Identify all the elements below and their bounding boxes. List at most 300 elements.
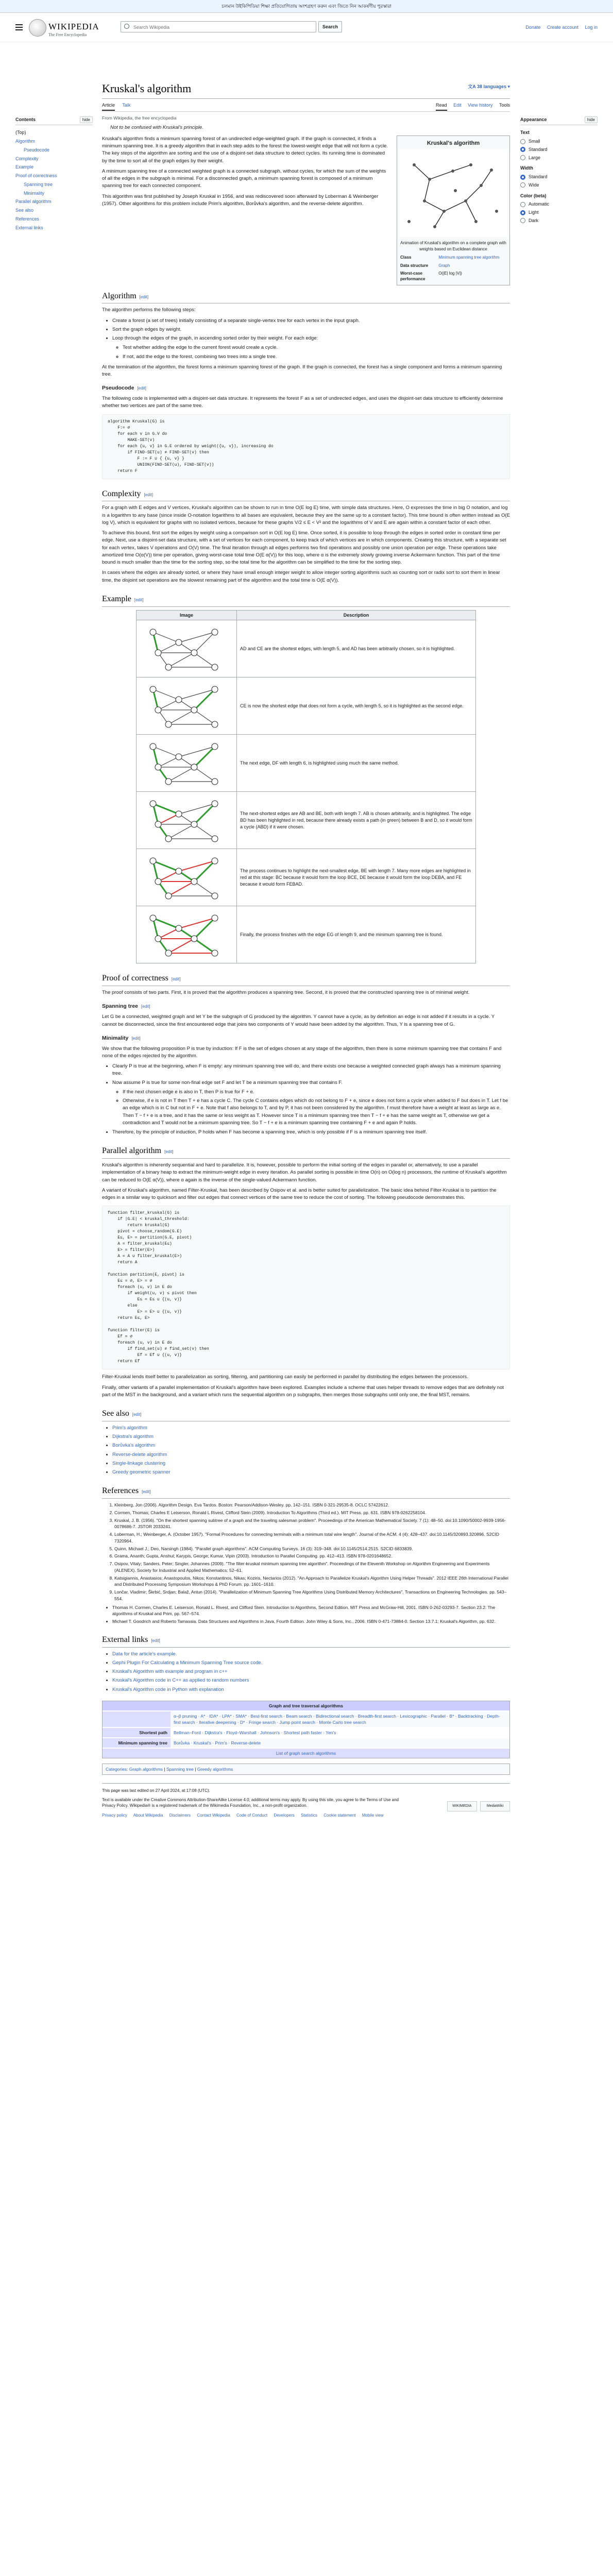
graph-node (150, 743, 156, 750)
footer-link[interactable]: Mobile view (362, 1813, 384, 1818)
graph-node (155, 878, 161, 885)
edit-label: edit (152, 1638, 159, 1643)
tab-view-history[interactable]: View history (468, 103, 493, 108)
graph-edge (153, 804, 179, 814)
list-item: ◦ If not, add the edge to the forest, combining two trees into a single tree. (123, 353, 510, 361)
see-also-link[interactable]: Reverse-delete algorithm (112, 1451, 167, 1458)
toc-item[interactable]: Algorithm (15, 139, 36, 144)
table-row (137, 792, 476, 849)
radio-checked-icon (520, 175, 525, 180)
toc-item[interactable]: Minimality (24, 190, 45, 196)
paragraph: We show that the following proposition P is true by induction: If F is the set of edges chosen at any stage of the algorithm, then there is some minimum spanning tree that contains F and none of the edges rejected by the algorithm. (102, 1045, 502, 1059)
footer-link[interactable]: About Wikipedia (133, 1813, 163, 1818)
footer-link[interactable]: Disclaimers (169, 1813, 191, 1818)
log-in-link[interactable]: Log in (585, 25, 598, 30)
navbox-row (103, 1727, 509, 1738)
radio-checked-icon (520, 210, 525, 215)
infobox-caption: Animation of Kruskal's algorithm on a complete graph with weights based on Euclidean distance (400, 241, 506, 251)
category-links: Categories: Graph algorithms | Spanning tree | Greedy algorithms (102, 1764, 510, 1775)
subsection-heading-minimality (102, 1035, 510, 1042)
infobox-key: Data structure (400, 263, 429, 268)
category-link[interactable]: Greedy algorithms (197, 1767, 233, 1772)
graph-edge (158, 757, 179, 767)
wikimedia-badge[interactable]: WIKIMEDIA (447, 1801, 477, 1811)
algorithm-intro: The algorithm performs the following steps: (102, 307, 196, 313)
width-standard[interactable] (520, 174, 598, 180)
graph-node (150, 915, 156, 921)
wordmark-text: WIKIPEDIA (48, 22, 99, 31)
see-also-link[interactable]: Prim's algorithm (112, 1425, 147, 1431)
footer-link[interactable]: Developers (274, 1813, 295, 1818)
heading-text: See also (102, 1409, 129, 1418)
table-cell: The next-shortest edges are AB and BE, both with length 7. AB is chosen arbitrarily, and is highlighted. The edge BD has been highlighted in red, because there already exists a path (in green) between B and D, so it would form a cycle (ABD) if it were chosen. (237, 792, 476, 849)
edit-section-link[interactable]: [edit] (141, 1004, 150, 1009)
text-size-standard[interactable] (520, 146, 598, 153)
list-item (112, 1677, 510, 1684)
page-footer (102, 1783, 510, 1818)
radio-icon (520, 155, 525, 160)
graph-node (212, 743, 218, 750)
list-item (112, 1460, 510, 1467)
graph-node (155, 707, 161, 713)
external-link[interactable]: Data for the article's example. (112, 1651, 177, 1657)
table-row (137, 620, 476, 677)
section-heading-external-links (102, 1634, 510, 1648)
footer-links (102, 1812, 510, 1818)
toc-item[interactable]: Complexity (15, 156, 39, 161)
edit-section-link[interactable]: [edit] (132, 1412, 142, 1417)
graph-node (191, 707, 197, 713)
external-link[interactable]: Kruskal's Algorithm code in C++ as applied to random numbers (112, 1677, 249, 1684)
graph-node (212, 893, 218, 899)
graph-edge (153, 918, 179, 928)
external-link[interactable]: Kruskal's Algorithm code in Python with explanation (112, 1686, 224, 1692)
create-account-link[interactable]: Create account (547, 25, 578, 30)
graph-node (165, 893, 172, 899)
see-also-list (112, 1425, 510, 1477)
user-links (520, 24, 598, 31)
graph-node (212, 629, 218, 635)
graph-node (212, 721, 218, 727)
list-item: ◦ Otherwise, if e is not in T then T + e has a cycle C. The cycle C contains edges which do not belong to F + e, since e does not form a cycle when added to F but does in T. Let f be an edge which is in C but not in F + e. Note that f also belongs to T, and by P, it has not been considered by the algorithm. f must therefore have a weight at least as large as e. Then T − f + e is a tree, and it has the same or less weight as T. However since T is a minimum spanning tree then T − f + e has the same weight as T, otherwise we get a contradiction and T would not be a minimum spanning tree. So T − f + e is a minimum spanning tree containing F + e and again P holds. (123, 1097, 510, 1127)
algorithm-steps (112, 317, 510, 361)
example-graph-image[interactable] (138, 908, 233, 960)
section-heading-example (102, 594, 510, 607)
color-automatic[interactable] (520, 201, 598, 208)
toc-title: Contents (15, 117, 36, 122)
section-heading-complexity (102, 488, 510, 502)
graph-node (212, 915, 218, 921)
color-label: Color (beta) (520, 193, 547, 198)
reference-item: 4. Loberman, H.; Weinberger, A. (October 1957). "Formal Procedures for connecting terminals with a minimum total wire length". Journal of the ACM. 4 (4): 428–437. doi:10.1145/320893.320896. S2CID 7320964. (114, 1531, 510, 1545)
edit-section-link[interactable]: [edit] (142, 1489, 151, 1495)
graph-node (150, 858, 156, 864)
infobox (397, 135, 510, 285)
reference-item: 6. Grama, Ananth; Gupta, Anshul; Karypis, George; Kumar, Vipin (2003). Introduction to Parallel Computing. pp. 412–413. ISBN 978-0201648652. (114, 1553, 510, 1560)
edit-label: edit (165, 1149, 173, 1155)
edit-label: edit (132, 1036, 140, 1041)
footer-link[interactable]: Cookie statement (323, 1813, 356, 1818)
see-also-link[interactable]: Dijkstra's algorithm (112, 1434, 154, 1440)
graph-node (212, 950, 218, 956)
category-link[interactable]: Spanning tree (166, 1767, 194, 1772)
graph-edge (168, 939, 194, 953)
last-edited-text: This page was last edited on 27 April 2024, at 17:08 (UTC). (102, 1788, 210, 1793)
column-header: Description (237, 610, 476, 620)
hatnote: Not to be confused with Kruskal's principle. (110, 125, 203, 131)
table-cell: The next edge, DF with length 6, is highlighted using much the same method. (237, 735, 476, 792)
language-button[interactable]: 文A 38 languages ▾ (468, 84, 510, 89)
example-graph-image[interactable] (138, 793, 233, 846)
list-item-text: Loop through the edges of the graph, in ascending sorted order by their weight. For each edge: (112, 335, 318, 342)
paragraph: For a graph with E edges and V vertices, Kruskal's algorithm can be shown to run in time O(E log E) time, with simple data structures. Here, O expresses the time in big O notation, and log is a logarithm to any base (since inside O-notation logarithms to all bases are equivalent, because they are the same up to a constant factor). This time bound is often written instead as O(E log V), which is equivalent for graphs with no isolated vertices, because for these graphs V/2 ≤ E < V² and the logarithms of V and E are again within a constant factor of each other. (102, 505, 510, 526)
wikipedia-wordmark[interactable] (48, 21, 99, 38)
infobox-value[interactable]: Minimum spanning tree algorithm (438, 255, 500, 260)
heading-text: References (102, 1486, 139, 1496)
graph-node (150, 801, 156, 807)
page-tabs (102, 100, 510, 112)
heading-text: Complexity (102, 489, 141, 498)
list-item (112, 1469, 510, 1476)
graph-edge (168, 824, 194, 839)
see-also-link[interactable]: Borůvka's algorithm (112, 1443, 156, 1449)
text-size-label: Text (520, 130, 530, 135)
article-content (102, 78, 510, 1819)
list-item (112, 1425, 510, 1432)
toc-item[interactable]: See also (15, 208, 34, 213)
graph-node (165, 836, 172, 842)
external-link[interactable]: Kruskal's Algorithm with example and program in c++ (112, 1669, 228, 1675)
footer-link[interactable]: Privacy policy (102, 1813, 127, 1818)
tab-article[interactable]: Article (102, 103, 115, 111)
search-button[interactable]: Search (318, 21, 342, 32)
table-cell: CE is now the shortest edge that does not form a cycle, with length 5, so it is highlighted as the second edge. (237, 677, 476, 735)
edit-label: edit (145, 492, 152, 497)
radio-label: Standard (529, 146, 548, 152)
navbox-group: Shortest path (103, 1727, 171, 1738)
see-also-link[interactable]: Greedy geometric spanner (112, 1469, 171, 1476)
table-row (137, 677, 476, 735)
site-header (0, 13, 613, 42)
paragraph: Finally, other variants of a parallel implementation of Kruskal's algorithm have been explored. Examples include a scheme that uses helper threads to remove edges that are definitely not part of the MST in the background, and a variant which runs the sequential algorithm on p subgraphs, then merges those subgraphs until only one, the final MST, remains. (102, 1384, 504, 1398)
edit-section-link[interactable]: [edit] (171, 977, 181, 982)
toc-item[interactable]: (Top) (15, 130, 26, 135)
section-heading-proof (102, 973, 510, 986)
graph-node (191, 650, 197, 656)
graph-node (176, 925, 182, 931)
language-count: 38 languages (476, 84, 506, 89)
graph-edge (153, 747, 179, 757)
radio-label: Automatic (529, 201, 550, 207)
infobox-row (399, 262, 508, 269)
graph-node (191, 878, 197, 885)
navbox-list[interactable]: α–β pruning · A* · IDA* · LPA* · SMA* · Best-first search · Beam search · Bidirectional search · Breadth-first search · Lexicographic · Parallel · B* · Backtracking · Depth-first search · Iterative deepening · D* · Fringe search · Jump point search · Monte Carlo tree search (171, 1711, 509, 1727)
list-item: ◦ If the next chosen edge e is also in T, then P is true for F + e. (123, 1089, 510, 1096)
paragraph: To achieve this bound, first sort the edges by weight using a comparison sort in O(E log E) time. Once sorted, it is possible to loop through the edges in sorted order in constant time per edge. Next, use a disjoint-set data structure, with a set of vertices for each component, to keep track of which vertices are in which components. Creating this structure, with a separate set for each vertex, takes V operations and O(V) time. The final iteration through all edges performs two find operations and possibly one union operation per edge. These operations take amortized time O(α(V)) time per operation, giving worst-case total time O(E α(V)) for this loop, where α is the extremely slowly growing inverse Ackermann function. This part of the time bound is much smaller than the time for the sorting step, so the total time for the algorithm can be simplified to the time for the sorting step. (102, 530, 506, 566)
heading-text: Spanning tree (102, 1003, 139, 1010)
toc-item[interactable]: Example (15, 164, 34, 170)
edit-section-link[interactable]: [edit] (144, 492, 153, 497)
graph-node (150, 629, 156, 635)
search-icon (124, 24, 129, 29)
license-text: Text is available under the Creative Commons Attribution-ShareAlike License 4.0; additional terms may apply. By using this site, you agree to the Terms of Use and Privacy Policy. Wikipedia® is a registered trademark of the Wikimedia Foundation, Inc., a non-profit organization. (102, 1797, 399, 1808)
paragraph: In cases where the edges are already sorted, or where they have small enough integer weight to allow integer sorting algorithms such as counting sort or radix sort to sort them in linear time, the disjoint set operations are the slowest remaining part of the algorithm and the total time is O(E α(V)). (102, 570, 500, 583)
graph-edge (194, 767, 215, 782)
radio-icon (520, 182, 525, 188)
list-item: ◦ Test whether adding the edge to the current forest would create a cycle. (123, 344, 510, 351)
graph-node (212, 836, 218, 842)
radio-icon (520, 139, 525, 144)
infobox-value[interactable]: Graph (438, 263, 450, 268)
radio-label: Small (529, 139, 540, 144)
graph-node (176, 868, 182, 874)
list-item (112, 1433, 510, 1440)
list-item (112, 1668, 510, 1675)
radio-icon (520, 218, 525, 223)
infobox-row (399, 269, 508, 283)
lead-paragraph: Kruskal's algorithm finds a minimum spanning forest of an undirected edge-weighted graph. If the graph is connected, it finds a minimum spanning tree. It is a greedy algorithm that in each step adds to the forest the lowest-weight edge that will not form a cycle. The key steps of the algorithm are sorting and the use of a disjoint-set data structure to detect cycles. Its running time is dominated by the time to sort all of the graph edges by their weight. (102, 135, 388, 164)
section-heading-references (102, 1485, 510, 1499)
radio-label: Light (529, 210, 539, 215)
footer-link[interactable]: Code of Conduct (236, 1813, 268, 1818)
graph-node (165, 778, 172, 785)
search-box[interactable] (121, 21, 316, 32)
toc-item[interactable]: External links (15, 225, 43, 230)
graph-edge (153, 689, 179, 700)
reference-item: 2. Cormen, Thomas; Charles E Leiserson, Ronald L Rivest, Clifford Stein (2009). Introduction To Algorithms (Third ed.). MIT Press. pp. 631. ISBN 978-0262258104. (114, 1510, 510, 1516)
graph-edge (168, 767, 194, 782)
wikipedia-globe-logo[interactable] (29, 19, 46, 37)
appearance-hide-button[interactable]: hide (585, 116, 598, 123)
external-link[interactable]: Gephi Plugin For Calculating a Minimum Spanning Tree source code. (112, 1659, 263, 1666)
edit-label: edit (138, 386, 145, 391)
radio-label: Wide (529, 182, 539, 188)
edit-label: edit (143, 1489, 150, 1495)
infobox-row (399, 253, 508, 261)
infobox-key: Class (400, 255, 412, 260)
graph-edge (194, 653, 215, 667)
color-dark[interactable] (520, 217, 598, 224)
subsection-heading-spanning-tree (102, 1003, 510, 1010)
footer-badges (445, 1801, 510, 1811)
list-item (112, 1079, 510, 1127)
graph-node (165, 721, 172, 727)
main-menu-icon[interactable] (15, 24, 23, 30)
edit-section-link[interactable]: [edit] (137, 386, 146, 391)
toc-hide-button[interactable]: hide (80, 116, 93, 123)
list-item (112, 1686, 510, 1693)
color-light[interactable] (520, 209, 598, 216)
graph-node (155, 936, 161, 942)
graph-node (212, 664, 218, 670)
radio-label: Dark (529, 218, 539, 224)
graph-edge (158, 871, 179, 882)
tab-tools[interactable]: Tools (499, 103, 510, 108)
edit-label: edit (173, 977, 179, 982)
site-notice-banner (0, 0, 613, 13)
graph-edge (153, 861, 179, 871)
list-item (112, 1451, 510, 1459)
list-item (112, 1442, 510, 1449)
paragraph: Kruskal's algorithm is inherently sequential and hard to parallelize. It is, however, possible to perform the initial sorting of the edges in parallel or, alternatively, to use a parallel implementation of a binary heap to extract the minimum-weight edge in every iteration. As parallel sorting is possible in time O(n) on O(log n) processors, the runtime of Kruskal's algorithm can be reduced to O(E α(V)), where α again is the inverse of the single-valued Ackermann function. (102, 1162, 507, 1183)
reference-item: 3. Kruskal, J. B. (1956). "On the shortest spanning subtree of a graph and the traveling salesman problem". Proceedings of the American Mathematical Society. 7 (1): 48–50. doi:10.1090/S0002-9939-1956-0078686-7. JSTOR 2033241. (114, 1517, 510, 1531)
external-links-list (112, 1651, 510, 1693)
heading-text: Minimality (102, 1035, 129, 1041)
paragraph: Filter-Kruskal lends itself better to parallelization as sorting, filtering, and partitioning can easily be performed in parallel by distributing the edges between the processors. (102, 1374, 468, 1380)
algorithm-outro: At the termination of the algorithm, the forest forms a minimum spanning forest of the graph. If the graph is connected, the forest has a single component and forms a minimum spanning tree. (102, 364, 502, 378)
appearance-panel (520, 116, 598, 226)
list-item (112, 1651, 510, 1658)
section-heading-parallel (102, 1145, 510, 1159)
toc-item[interactable]: Parallel algorithm (15, 199, 52, 205)
graph-node (212, 778, 218, 785)
edit-section-link[interactable]: [edit] (151, 1638, 160, 1643)
graph-node (155, 650, 161, 656)
edit-section-link[interactable]: [edit] (139, 294, 149, 299)
see-also-link[interactable]: Single-linkage clustering (112, 1460, 165, 1466)
toc-item[interactable]: Pseudocode (24, 147, 50, 152)
title-row (102, 78, 510, 99)
navbox-row (103, 1738, 509, 1748)
references-list (102, 1502, 510, 1625)
graph-edge (194, 710, 215, 724)
list-item-text: Now assume P is true for some non-final edge set F and let T be a minimum spanning tree that contains F. (112, 1079, 343, 1086)
minimality-list (112, 1063, 510, 1136)
category-link[interactable]: Graph algorithms (129, 1767, 163, 1772)
graph-edge (158, 700, 179, 710)
section-heading-algorithm (102, 291, 510, 304)
appearance-title: Appearance (520, 117, 547, 122)
infobox-title: Kruskal's algorithm (427, 140, 480, 146)
paragraph: Let G be a connected, weighted graph and let Y be the subgraph of G produced by the algorithm. Y cannot have a cycle, as by definition an edge is not added if it results in a cycle. Y cannot be disconnected, since the first encountered edge that joins two components of Y would have been added by the algorithm. Thus, Y is a spanning tree of G. (102, 1014, 495, 1027)
pseudocode-block: algorithm Kruskal(G) is F:= ∅ for each v in G.V do MAKE-SET(v) for each {u, v} in G.E ordered by weight({u, v}), increasing do if FIND-SET(u) ≠ FIND-SET(v) then F := F ∪ { {u, v} } UNION(FIND-SET(u), FIND-SET(v)) return F (102, 414, 510, 479)
graph-node (212, 686, 218, 692)
edit-label: edit (133, 1412, 141, 1417)
wordmark-tagline: The Free Encyclopedia (48, 32, 87, 38)
edit-section-link[interactable]: [edit] (164, 1149, 174, 1155)
heading-text: Algorithm (102, 291, 137, 300)
list-item: • Therefore, by the principle of induction, P holds when F has become a spanning tree, which is only possible if F is a minimum spanning tree itself. (112, 1129, 510, 1136)
footer-link[interactable]: Statistics (301, 1813, 318, 1818)
subsection-heading-pseudocode (102, 384, 510, 392)
graph-node (165, 950, 172, 956)
navbox-row (103, 1748, 509, 1758)
tab-edit[interactable]: Edit (453, 103, 462, 108)
example-graph-image[interactable] (138, 679, 233, 732)
reference-item: 9. Lončar, Vladimir; Škrbić, Srdjan; Balaž, Antun (2014). "Parallelization of Minimum Spanning Tree Algorithms Using Distributed Memory Architectures". Transactions on Engineering Technologies. pp. 543–554. (114, 1589, 510, 1602)
navbox-list[interactable]: Borůvka · Kruskal's · Prim's · Reverse-delete (171, 1738, 509, 1748)
heading-text: Example (102, 594, 131, 603)
navbox-list[interactable]: Bellman–Ford · Dijkstra's · Floyd–Warshall · Johnson's · Shortest path faster · Yen's (171, 1727, 509, 1738)
donate-link[interactable]: Donate (525, 25, 541, 30)
table-cell: The process continues to highlight the next-smallest edge, BE with length 7. Many more edges are highlighted in red at this stage: BC because it would form the loop BCE, DE because it would form the loop DEBA, and FE because it would form FEBAD. (237, 849, 476, 906)
list-item (112, 335, 510, 361)
heading-text: Proof of correctness (102, 974, 168, 983)
table-of-contents (15, 116, 93, 232)
site-notice-text: চলমান উইকিপিডিয়া শিক্ষা প্রতিযোগিতায় অংশগ্রহণ করুন এবং জিতে নিন আকর্ষণীয় পুরস্কার! (222, 4, 391, 9)
list-item: • Create a forest (a set of trees) initially consisting of a separate single-vertex tree for each vertex in the input graph. (112, 317, 510, 325)
navbox-footer[interactable]: List of graph search algorithms (103, 1748, 509, 1758)
table-row (137, 849, 476, 906)
lead-paragraph: This algorithm was first published by Joseph Kruskal in 1956, and was rediscovered soon afterward by Loberman & Weinberger (1957). Other algorithms for this problem include Prim's algorithm, Borůvka's algorithm, and the reverse-delete algorithm. (102, 193, 379, 207)
graph-node (155, 821, 161, 827)
reference-item: 1. Kleinberg, Jon (2006). Algorithm Design. Eva Tardos. Boston: Pearson/Addison-Wesley. pp. 142–151. ISBN 0-321-29535-8. OCLC 57422612. (114, 1502, 510, 1509)
radio-icon (520, 202, 525, 207)
search-input[interactable] (132, 23, 310, 32)
infobox-key: Worst-case performance (400, 270, 425, 282)
graph-edge (194, 824, 215, 839)
reference-item: 8. Katsigiannis, Anastasios; Anastopoulos, Nikos; Konstantinos, Nikas; Koziris, Nectarios (2012). "An Approach to Parallelize Kruskal's Algorithm Using Helper Threads". 2012 IEEE 26th International Parallel and Distributed Processing Symposium Workshops & PhD Forum. pp. 1601–1610. (114, 1575, 510, 1588)
graph-edge (158, 642, 179, 653)
tab-read[interactable]: Read (436, 103, 447, 111)
navbox-title[interactable]: Graph and tree traversal algorithms (103, 1701, 509, 1710)
reference-item: • Michael T. Goodrich and Roberto Tamassia. Data Structures and Algorithms in Java, Fourth Edition. John Wiley & Sons, Inc., 2006. ISBN 0-471-73884-0. Section 13.7.1: Kruskal's Algorithm, pp. 632. (112, 1618, 510, 1625)
radio-label: Large (529, 155, 541, 160)
heading-text: Parallel algorithm (102, 1146, 162, 1156)
graph-node (191, 821, 197, 827)
text-size-large[interactable] (520, 155, 598, 161)
reference-item: • Thomas H. Cormen, Charles E. Leiserson, Ronald L. Rivest, and Clifford Stein. Introduction to Algorithms, Second Edition. MIT Press and McGraw-Hill, 2001. ISBN 0-262-03293-7. Section 23.2: The algorithms of Kruskal and Prim, pp. 567–574. (112, 1604, 510, 1618)
edit-section-link[interactable]: [edit] (134, 597, 144, 602)
graph-edge (168, 710, 194, 724)
table-row (137, 735, 476, 792)
radio-checked-icon (520, 147, 525, 152)
radio-label: Standard (529, 174, 548, 180)
edit-section-link[interactable]: [edit] (131, 1036, 141, 1041)
table-cell: AD and CE are the shortest edges, with length 5, and AD has been arbitrarily chosen, so it is highlighted. (237, 620, 476, 677)
navbox-row (103, 1711, 509, 1727)
navbox-group: Minimum spanning tree (103, 1738, 171, 1748)
graph-edge (194, 939, 215, 953)
navbox-group (103, 1711, 171, 1727)
graph-edge (194, 882, 215, 896)
infobox-value: O(|E| log |V|) (438, 270, 462, 276)
toc-item[interactable]: References (15, 216, 40, 222)
mediawiki-badge[interactable]: MediaWiki (480, 1801, 510, 1811)
example-table (136, 610, 476, 964)
example-graph-image[interactable] (138, 851, 233, 903)
heading-text: External links (102, 1635, 148, 1644)
tab-talk[interactable]: Talk (122, 103, 131, 108)
footer-link[interactable]: Contact Wikipedia (197, 1813, 230, 1818)
graph-edge (158, 928, 179, 939)
navbox (102, 1701, 510, 1758)
infobox-animation-image[interactable] (399, 149, 508, 237)
edit-label: edit (140, 294, 147, 299)
graph-node (212, 858, 218, 864)
paragraph: A variant of Kruskal's algorithm, named Filter-Kruskal, has been described by Osipov et al. and is better suited for parallelization. The basic idea behind Filter-Kruskal is to partition the edges in a similar way to quicksort and filter out edges that connect vertices of the same tree to reduce the cost of sorting. The following pseudocode demonstrates this. (102, 1187, 497, 1201)
graph-node (191, 764, 197, 770)
example-graph-image[interactable] (138, 622, 233, 674)
edit-label: edit (135, 597, 143, 602)
graph-node (176, 811, 182, 817)
graph-edge (168, 882, 194, 896)
text-size-small[interactable] (520, 138, 598, 145)
categories-label[interactable]: Categories: (106, 1767, 128, 1772)
from-wikipedia-note: From Wikipedia, the free encyclopedia (102, 115, 177, 121)
width-label: Width (520, 165, 533, 171)
lead-paragraph: A minimum spanning tree of a connected weighted graph is a connected subgraph, without cycles, for which the sum of the weights of all the edges in the subgraph is minimal. For a disconnected graph, a minimum spanning forest is composed of a minimum spanning tree for each connected component. (102, 168, 386, 189)
heading-text: Pseudocode (102, 385, 134, 392)
toc-item[interactable]: Proof of correctness (15, 173, 57, 179)
page-title: Kruskal's algorithm (102, 82, 192, 95)
graph-node (176, 639, 182, 646)
pseudocode-intro: The following code is implemented with a disjoint-set data structure. It represents the forest F as a set of undirected edges, and uses the disjoint-set data structure to efficiently determine whether two vertices are part of the same tree. (102, 396, 503, 409)
toc-item[interactable]: Spanning tree (24, 181, 53, 187)
example-graph-image[interactable] (138, 736, 233, 789)
paragraph: The proof consists of two parts. First, it is proved that the algorithm produces a spanning tree. Second, it is proved that the constructed spanning tree is of minimal weight. (102, 990, 470, 996)
width-wide[interactable] (520, 182, 598, 189)
